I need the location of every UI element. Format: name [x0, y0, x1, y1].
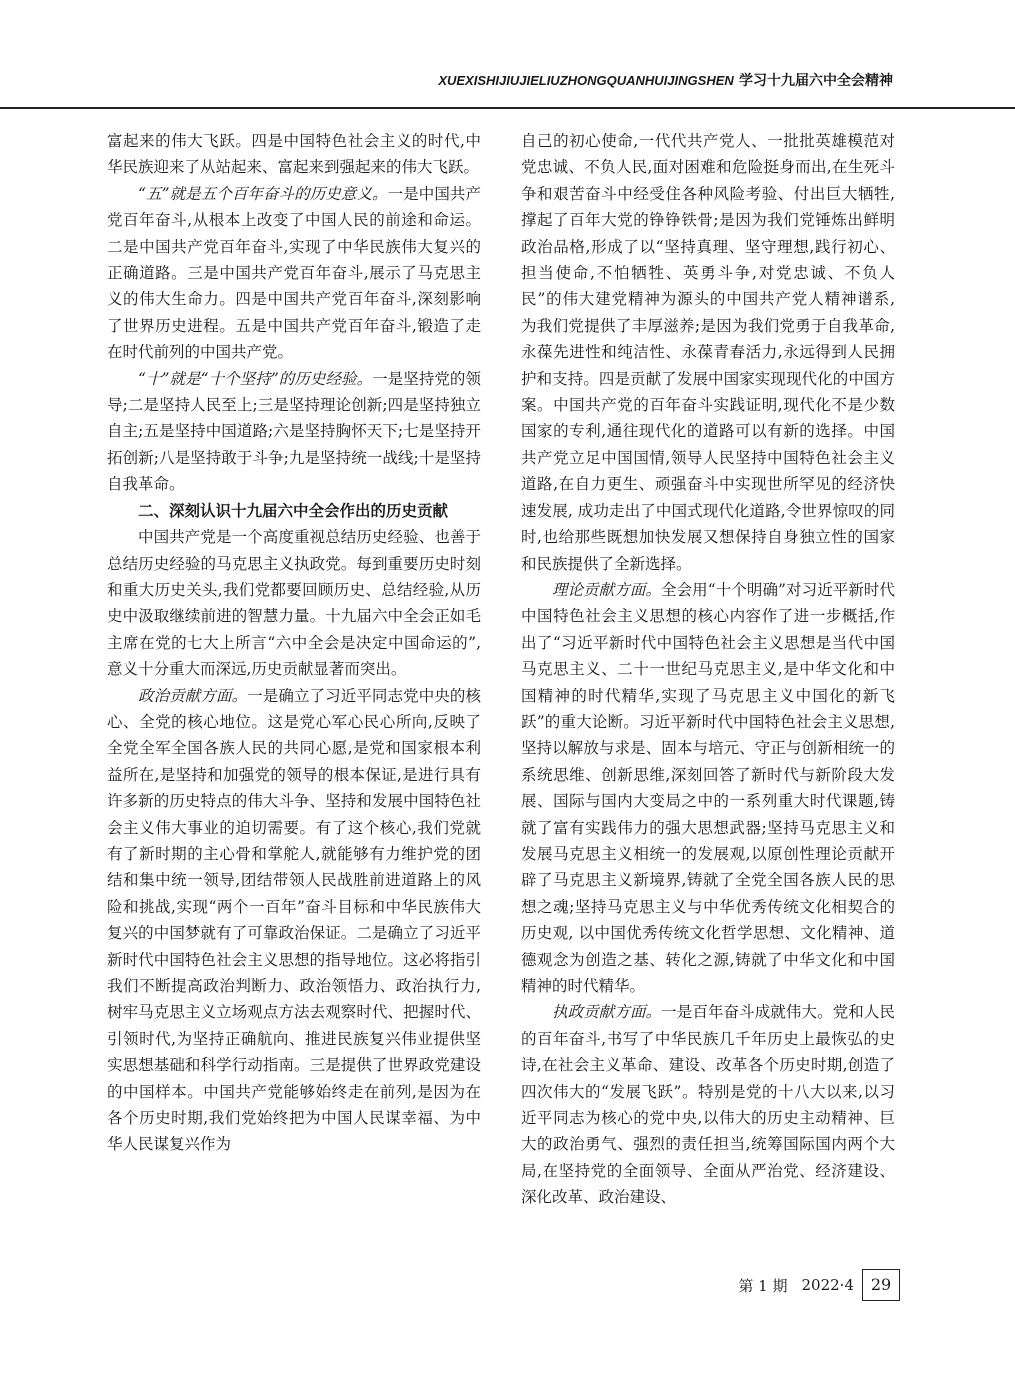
- running-header: [0, 70, 893, 104]
- paragraph-body: 一是百年奋斗成就伟大。党和人民的百年奋斗,书写了中华民族几千年历史上最恢弘的史诗,在社会主义革命、建设、改革各个历史时期,创造了四次伟大的“发展飞跃”。特别是党的十八大以来,以习近平同志为核心的党中央,以伟大的历史主动精神、巨大的政治勇气、强烈的责任担当,统筹国际国内两个大局,在坚持党的全面领导、全面从严治党、经济建设、深化改革、政治建设、: [521, 1003, 895, 1207]
- header-title: 学习十九届六中全会精神: [739, 73, 893, 89]
- paragraph-lead: 政治贡献方面。: [138, 686, 248, 705]
- section-heading: 二、深刻认识十九届六中全会作出的历史贡献: [138, 501, 449, 520]
- issue-date: 2022·4: [801, 1276, 854, 1294]
- page-number: 29: [862, 1269, 900, 1301]
- page-footer: [690, 1268, 900, 1302]
- paragraph-lead: “十”就是“十个坚持”的历史经验。: [138, 369, 373, 388]
- issue-number: 第 1 期: [738, 1276, 788, 1295]
- paragraph: [521, 999, 895, 1210]
- paragraph-body: 全会用“十个明确”对习近平新时代中国特色社会主义思想的核心内容作了进一步概括,作出了“习近平新时代中国特色社会主义思想是当代中国马克思主义、二十一世纪马克思主义,是中华文化和中国精神的时代精华,实现了马克思主义中国化的新飞跃”的重大论断。习近平新时代中国特色社会主义思想, 坚持以解放与求是、固本与培元、守正与创新相统一的系统思维、创新思维,深刻回答了新时代与新阶段大发展、国际与国内大变局之中的一系列重大时代课题,铸就了富有实践伟力的强大思想武器;坚持马克思主义和发展马克思主义相统一的发展观,以原创性理论贡献开辟了马克思主义新境界,铸就了全党全国各族人民的思想之魂;坚持马克思主义与中华优秀传统文化相契合的历史观, 以中国优秀传统文化哲学思想、文化精神、道德观念为创造之基、转化之源,铸就了中华文化和中国精神的时代精华。: [521, 580, 895, 995]
- paragraph: [521, 577, 895, 1000]
- paragraph-body: 一是确立了习近平同志党中央的核心、全党的核心地位。这是党心军心民心所向,反映了全党全军全国各族人民的共同心愿,是党和国家根本利益所在,是坚持和加强党的领导的根本保证,是进行具有许多新的历史特点的伟大斗争、坚持和发展中国特色社会主义伟大事业的迫切需要。有了这个核心,我们党就有了新时期的主心骨和掌舵人,就能够有力维护党的团结和集中统一领导,团结带领人民战胜前进道路上的风险和挑战,实现“两个一百年”奋斗目标和中华民族伟大复兴的中国梦就有了可靠政治保证。二是确立了习近平新时代中国特色社会主义思想的指导地位。这必将指引我们不断提高政治判断力、政治领悟力、政治执行力,树牢马克思主义立场观点方法去观察时代、把握时代、引领时代,为坚持正确航向、推进民族复兴伟业提供坚实思想基础和科学行动指南。三是提供了世界政党建设的中国样本。中国共产党能够始终走在前列,是因为在各个历史时期,我们党始终把为中国人民谋幸福、为中华人民谋复兴作为: [107, 686, 481, 1154]
- header-pinyin: XUEXISHIJIUJIELIUZHONGQUANHUIJINGSHEN: [438, 73, 734, 88]
- paragraph: 自己的初心使命,一代代共产党人、一批批英雄模范对党忠诚、不负人民,面对困难和危险挺身而出,在生死斗争和艰苦奋斗中经受住各种风险考验、付出巨大牺牲,撑起了百年大党的铮铮铁骨;是因为我们党锤炼出鲜明政治品格,形成了以“坚持真理、坚守理想,践行初心、担当使命,不怕牺牲、英勇斗争,对党忠诚、不负人民”的伟大建党精神为源头的中国共产党人精神谱系, 为我们党提供了丰厚滋养;是因为我们党勇于自我革命,永葆先进性和纯洁性、永葆青春活力,永远得到人民拥护和支持。四是贡献了发展中国家实现现代化的中国方案。中国共产党的百年奋斗实践证明,现代化不是少数国家的专利,通往现代化的道路可以有新的选择。中国共产党立足中国国情,领导人民坚持中国特色社会主义道路,在自力更生、顽强奋斗中实现世所罕见的经济快速发展, 成功走出了中国式现代化道路,令世界惊叹的同时,也给那些既想加快发展又想保持自身独立性的国家和民族提供了全新选择。: [521, 132, 895, 573]
- paragraph: [107, 683, 481, 1158]
- paragraph: [107, 181, 481, 366]
- paragraph-body: 一是中国共产党百年奋斗,从根本上改变了中国人民的前途和命运。二是中国共产党百年奋斗,实现了中华民族伟大复兴的正确道路。三是中国共产党百年奋斗,展示了马克思主义的伟大生命力。四是中国共产党百年奋斗,深刻影响了世界历史进程。五是中国共产党百年奋斗,锻造了走在时代前列的中国共产党。: [107, 184, 481, 362]
- paragraph: 富起来的伟大飞跃。四是中国特色社会主义的时代,中华民族迎来了从站起来、富起来到强起来的伟大飞跃。: [107, 132, 481, 177]
- paragraph: [107, 366, 481, 498]
- paragraph-lead: 执政贡献方面。: [552, 1003, 662, 1022]
- paragraph-lead: 理论贡献方面。: [552, 580, 662, 599]
- right-column: [521, 128, 895, 1268]
- paragraph-body: 一是坚持党的领导;二是坚持人民至上;三是坚持理论创新;四是坚持独立自主;五是坚持中国道路;六是坚持胸怀天下;七是坚持开拓创新;八是坚持敢于斗争;九是坚持统一战线;十是坚持自我革命。: [107, 369, 481, 494]
- paragraph: 中国共产党是一个高度重视总结历史经验、也善于总结历史经验的马克思主义执政党。每到重要历史时刻和重大历史关头,我们党都要回顾历史、总结经验,从历史中汲取继续前进的智慧力量。十九届六中全会正如毛主席在党的七大上所言“六中全会是决定中国命运的”,意义十分重大而深远,历史贡献显著而突出。: [107, 528, 481, 679]
- header-rule: [0, 107, 1015, 109]
- paragraph-lead: “五”就是五个百年奋斗的历史意义。: [138, 184, 388, 203]
- left-column: [107, 128, 481, 1268]
